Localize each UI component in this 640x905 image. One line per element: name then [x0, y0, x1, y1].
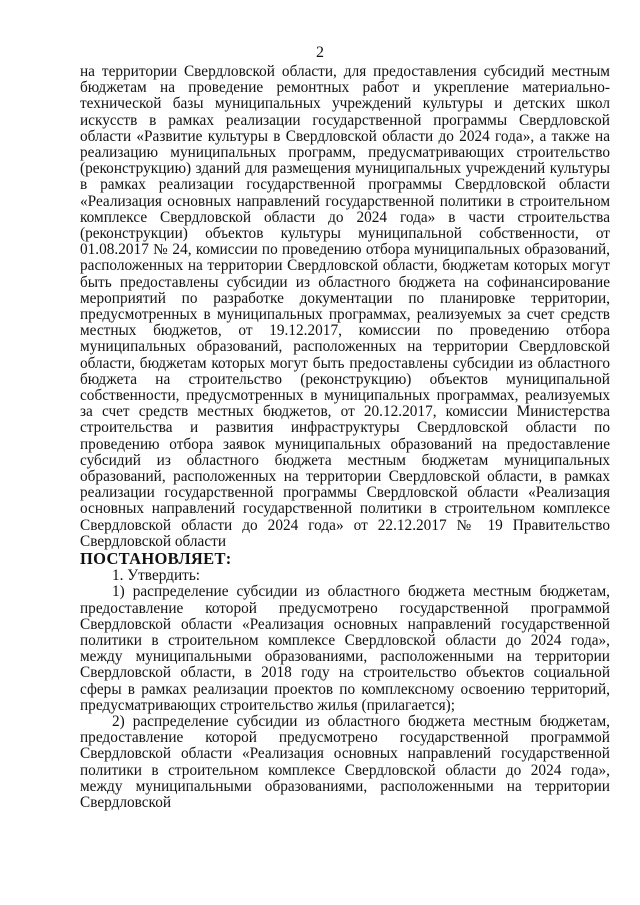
approval-item-2: 2) распределение субсидии из областного бюджета местным бюджетам, предоставление которой предусмотрено государственной программой Свердловской области «Реализация основных направлений государственной политики в строительном комплексе Свердловской области до 2024 года», между муниципальными образованиями, расположенными на территории Свердловской [80, 712, 610, 811]
page-number: 2 [316, 44, 324, 61]
document-body [80, 64, 610, 811]
decree-heading: ПОСТАНОВЛЯЕТ: [80, 549, 232, 569]
approval-item-1: 1) распределение субсидии из областного бюджета местным бюджетам, предоставление которой предусмотрено государственной программой Свердловской области «Реализация основных направлений государственной политики в строительном комплексе Свердловской области до 2024 года», между муниципальными образованиями, расположенными на территории Свердловской области, в 2018 году на строительство объектов социальной сферы в рамках реализации проектов по комплексному освоению территорий, предусматривающих строительство жилья (прилагается); [80, 583, 610, 714]
approve-clause: 1. Утвердить: [112, 567, 201, 585]
preamble-paragraph: на территории Свердловской области, для предоставления субсидий местным бюджетам на проведение ремонтных работ и укрепление материально-технической базы муниципальных учреждений культуры и детских школ искусств в рамках реализации государственной программы Свердловской области «Развитие культуры в Свердловской области до 2024 года», а также на реализацию муниципальных программ, предусматривающих строительство (реконструкцию) зданий для размещения муниципальных учреждений культуры в рамках реализации государственной программы Свердловской области «Реализация основных направлений государственной политики в строительном комплексе Свердловской области до 2024 года» в части строительства (реконструкции) объектов культуры муниципальной собственности, от 01.08.2017 № 24, комиссии по проведению отбора муниципальных образований, расположенных на территории Свердловской области, бюджетам которых могут быть предоставлены субсидии из областного бюджета на софинансирование мероприятий по разработке документации по планировке территории, предусмотренных в муниципальных программах, реализуемых за счет средств местных бюджетов, от 19.12.2017, комиссии по проведению отбора муниципальных образований, расположенных на территории Свердловской области, бюджетам которых могут быть предоставлены субсидии из областного бюджета на строительство (реконструкцию) объектов муниципальной собственности, предусмотренных в муниципальных программах, реализуемых за счет средств местных бюджетов, от 20.12.2017, комиссии Министерства строительства и развития инфраструктуры Свердловской области по проведению отбора заявок муниципальных образований на предоставление субсидий из областного бюджета местным бюджетам муниципальных образований, расположенных на территории Свердловской области, в рамках реализации государственной программы Свердловской области «Реализация основных направлений государственной политики в строительном комплексе Свердловской области до 2024 года» от 22.12.2017 № 19 Правительство Свердловской области [80, 63, 610, 550]
